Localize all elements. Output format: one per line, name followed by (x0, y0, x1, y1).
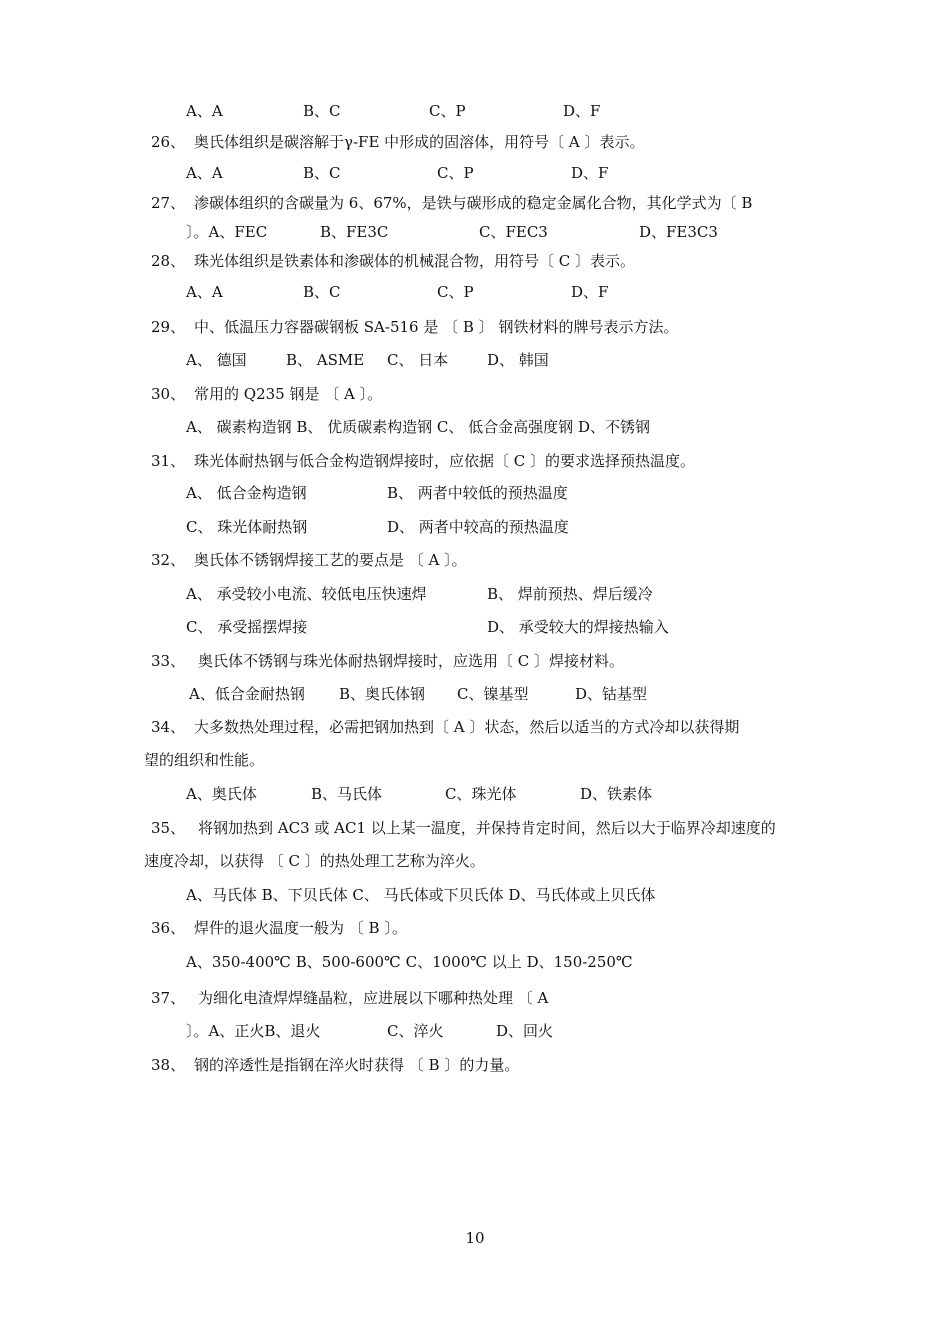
option-a: 〕。A、FEC (186, 223, 268, 241)
question-number: 28、 (151, 252, 186, 270)
option-c: C、P (429, 102, 466, 120)
question-number: 35、 (151, 819, 186, 837)
question-number: 29、 (151, 318, 186, 336)
option-c: C、FEC3 (479, 223, 548, 241)
option-c: C、P (437, 283, 474, 301)
question-text: 奥氏体不锈钢与珠光体耐热钢焊接时，应选用〔 C 〕焊接材料。 (198, 652, 625, 670)
question-text: 珠光体耐热钢与低合金构造钢焊接时，应依据〔 C 〕的要求选择预热温度。 (194, 452, 696, 470)
question-number: 38、 (151, 1056, 186, 1074)
question-text: 将钢加热到 AC3 或 AC1 以上某一温度，并保持肯定时间，然后以大于临界冷却速度的 (198, 819, 776, 837)
question-number: 27、 (151, 194, 186, 212)
option-c: C、镍基型 (457, 685, 529, 703)
option-a: A、A (186, 164, 223, 182)
option-d: D、F (571, 164, 609, 182)
question-number: 37、 (151, 989, 186, 1007)
question-number: 33、 (151, 652, 186, 670)
question-text: 大多数热处理过程，必需把钢加热到〔 A 〕状态，然后以适当的方式冷却以获得期 (194, 718, 740, 736)
option-d: D、FE3C3 (639, 223, 718, 241)
option-d: D、钴基型 (575, 685, 648, 703)
option-d: D、铁素体 (580, 785, 653, 803)
option-a: A、 德国 (186, 351, 247, 369)
option-d: D、 韩国 (487, 351, 549, 369)
option-c: C、 日本 (387, 351, 449, 369)
question-number: 26、 (151, 133, 186, 151)
option-b: B、C (303, 102, 341, 120)
option-a: A、低合金耐热钢 (189, 685, 305, 703)
option-b: B、 ASME (286, 351, 365, 369)
option-a: A、A (186, 102, 223, 120)
question-number: 30、 (151, 385, 186, 403)
option-d: D、 两者中较高的预热温度 (387, 518, 569, 536)
option-b: B、FE3C (320, 223, 389, 241)
option-d: D、F (563, 102, 601, 120)
option-a: A、奥氏体 (186, 785, 257, 803)
option-c: C、P (437, 164, 474, 182)
option-c: C、淬火 (387, 1022, 444, 1040)
option-a: A、A (186, 283, 223, 301)
option-d: D、F (571, 283, 609, 301)
question-number: 34、 (151, 718, 186, 736)
question-text: 钢的淬透性是指钢在淬火时获得 〔 B 〕的力量。 (194, 1056, 520, 1074)
question-text: 常用的 Q235 钢是 〔 A 〕。 (194, 385, 383, 403)
question-text-continued: 速度冷却，以获得 〔 C 〕的热处理工艺称为淬火。 (144, 852, 485, 870)
question-number: 31、 (151, 452, 186, 470)
option-a: A、 承受较小电流、较低电压快速焊 (186, 585, 427, 603)
options-line: A、350-400℃ B、500-600℃ C、1000℃ 以上 D、150-250℃ (186, 953, 633, 971)
option-b: B、 焊前预热、焊后缓冷 (487, 585, 653, 603)
option-d: D、 承受较大的焊接热输入 (487, 618, 669, 636)
option-a-b: 〕。A、正火B、退火 (186, 1022, 321, 1040)
options-line: A、 碳素构造钢 B、 优质碳素构造钢 C、 低合金高强度钢 D、不锈钢 (186, 418, 650, 436)
option-c: C、 珠光体耐热钢 (186, 518, 308, 536)
question-text-continued: 望的组织和性能。 (144, 751, 265, 769)
option-b: B、马氏体 (311, 785, 383, 803)
question-number: 36、 (151, 919, 186, 937)
question-text: 为细化电渣焊焊缝晶粒，应进展以下哪种热处理 〔 A (198, 989, 549, 1007)
options-line: A、马氏体 B、下贝氏体 C、 马氏体或下贝氏体 D、马氏体或上贝氏体 (186, 886, 656, 904)
option-b: B、C (303, 283, 341, 301)
option-b: B、C (303, 164, 341, 182)
question-text: 珠光体组织是铁素体和渗碳体的机械混合物，用符号〔 C 〕表示。 (194, 252, 636, 270)
option-c: C、 承受摇摆焊接 (186, 618, 308, 636)
page-number: 10 (465, 1229, 485, 1247)
question-text: 奥氏体组织是碳溶解于γ-FE 中形成的固溶体，用符号〔 A 〕表示。 (194, 133, 645, 151)
option-a: A、 低合金构造钢 (186, 484, 307, 502)
option-d: D、回火 (496, 1022, 554, 1040)
option-c: C、珠光体 (445, 785, 517, 803)
question-text: 渗碳体组织的含碳量为 6、67%，是铁与碳形成的稳定金属化合物，其化学式为〔 B (194, 194, 753, 212)
question-text: 焊件的退火温度一般为 〔 B 〕。 (194, 919, 407, 937)
question-number: 32、 (151, 551, 186, 569)
option-b: B、奥氏体钢 (339, 685, 426, 703)
option-b: B、 两者中较低的预热温度 (387, 484, 568, 502)
question-text: 中、低温压力容器碳钢板 SA-516 是 〔 B 〕 钢铁材料的牌号表示方法。 (194, 318, 679, 336)
question-text: 奥氏体不锈钢焊接工艺的要点是 〔 A 〕。 (194, 551, 467, 569)
